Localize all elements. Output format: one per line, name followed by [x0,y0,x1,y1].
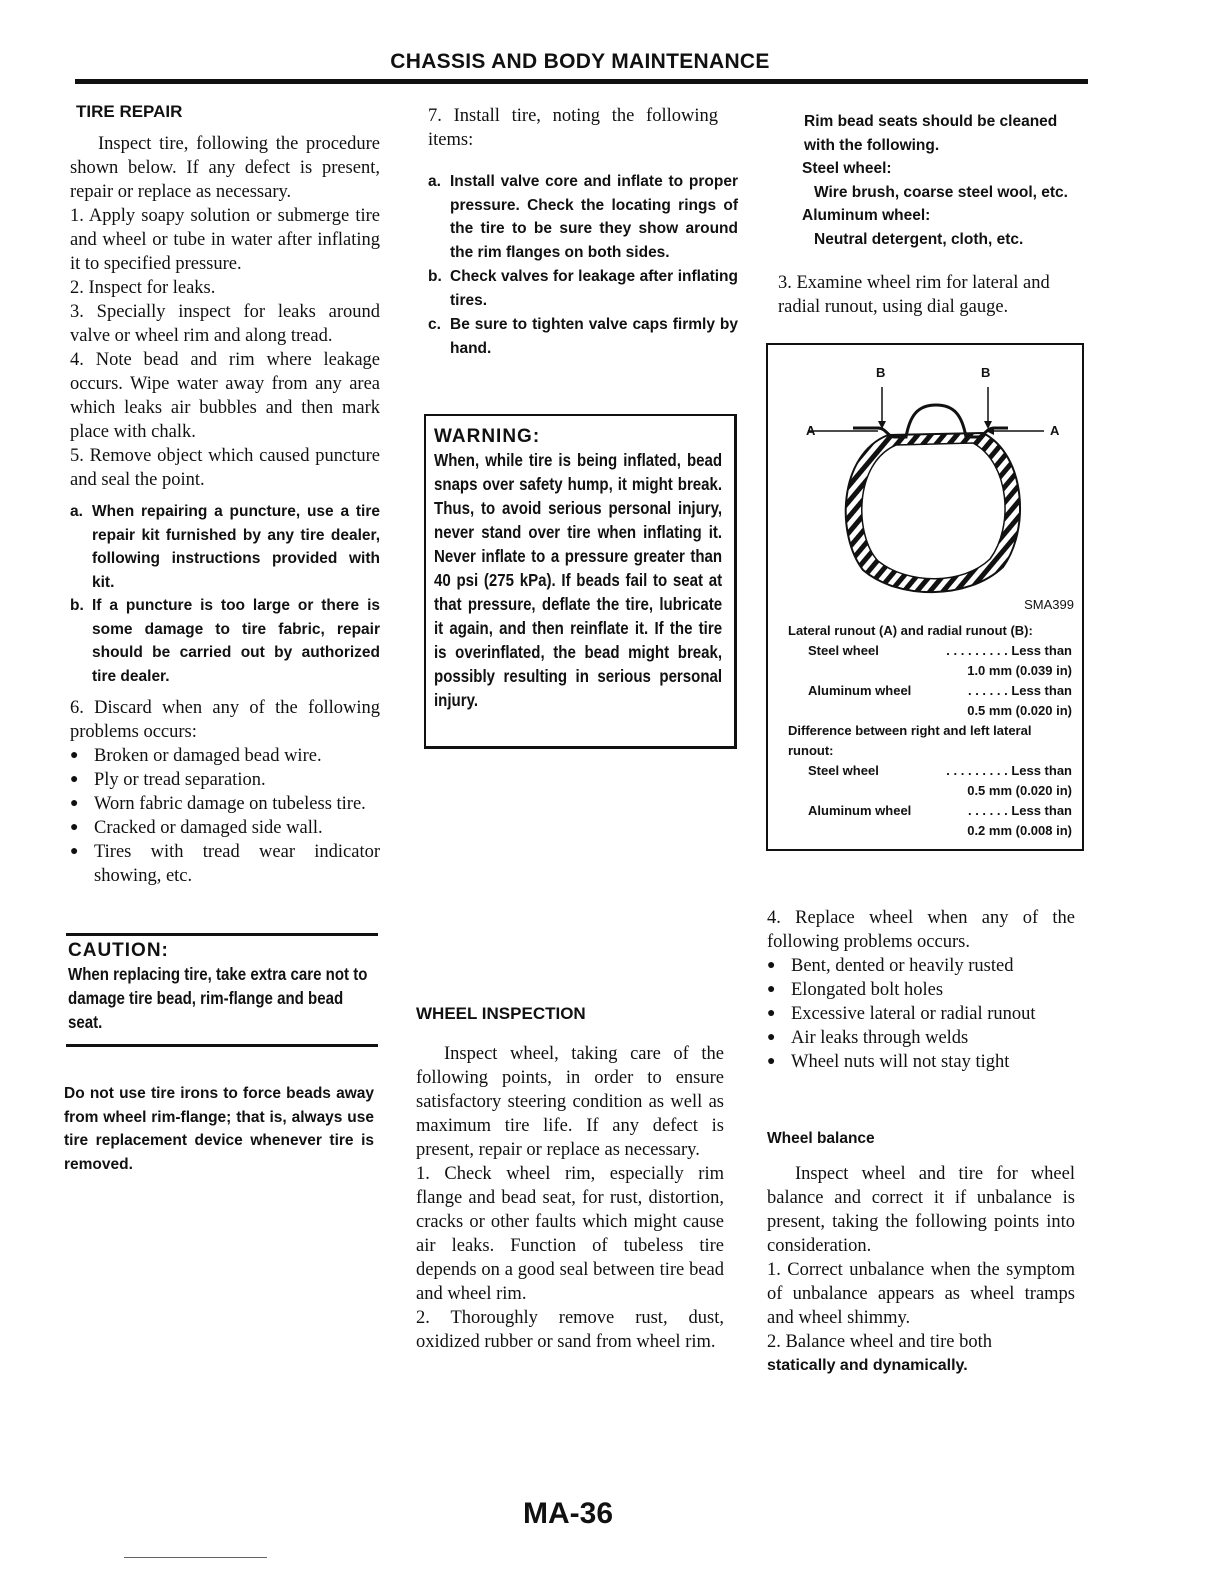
list-item: ● Wheel nuts will not stay tight [767,1052,1010,1072]
steel-wheel-label: Steel wheel: [802,160,892,177]
warning-text: When, while tire is being inflated, bead snaps over safety hump, it might break. Thus, to avoid serious personal injury, never stand over tire when inflating it. Never inflate to a pressure greater than 40 psi (275 kPa). If beads fail to seat at that pressure, deflate the tire, lubricate it again, and then reinflate it. If the tire is overinflated, the bead might break, possibly resulting in serious personal injury. [434,450,723,710]
spec-diff-steel-row: Steel wheel . . . . . . . . . Less than [808,763,1072,778]
wheel-balance-step-2: 2. Balance wheel and tire both [767,1332,992,1352]
runout-diagram [768,345,1082,605]
figure-label-a-left: A [806,423,816,438]
figure-label-a-right: A [1050,423,1060,438]
steel-wheel-value: Wire brush, coarse steel wool, etc. [814,183,1068,201]
replace-bullet-list [767,954,1075,1074]
list-item: ● Worn fabric damage on tubeless tire. [70,794,366,814]
section-heading-wheel-inspection: WHEEL INSPECTION [416,1004,586,1023]
figure-label-b-left: B [876,365,886,380]
aluminum-wheel-label: Aluminum wheel: [802,207,931,224]
tire-iron-note: Do not use tire irons to force beads away from wheel rim-flange; that is, always use tire replacement device whenever tire is removed. [64,1085,374,1173]
section-heading-tire-repair: TIRE REPAIR [76,102,183,121]
caution-block [68,940,380,1034]
spec-steel-value: 1.0 mm (0.039 in) [967,663,1072,678]
tire-repair-step-4: 4. Note bead and rim where leakage occurs. Wipe water away from any area which leaks air bubbles and then mark place with chalk. [70,350,380,442]
spec-diff-aluminum-row: Aluminum wheel . . . . . . Less than [808,803,1072,818]
wheel-step-4: 4. Replace wheel when any of the following problems occurs. [767,908,1075,952]
spec-title: Lateral runout (A) and radial runout (B): [788,623,1033,638]
runout-figure-box [766,343,1084,851]
tire-inner-cavity [862,443,1005,579]
runout-spec-table [788,621,1072,841]
spec-difference-title: Difference between right and left lateral runout: [788,723,1032,758]
section-heading-wheel-balance: Wheel balance [767,1130,875,1147]
wheel-inspection-block [416,1004,724,1354]
page-number: MA-36 [522,1497,613,1530]
caution-text: When replacing tire, take extra care not to damage tire bead, rim-flange and bead seat. [68,964,368,1032]
wheel-balance-intro: Inspect wheel and tire for wheel balance and correct it if unbalance is present, taking the following points into consideration. [767,1164,1075,1256]
install-item-c: c. Be sure to tighten valve caps firmly by hand. [428,316,738,357]
caution-rule-bottom [66,1044,378,1047]
aluminum-wheel-value: Neutral detergent, cloth, etc. [814,230,1024,248]
figure-label-b-right: B [981,365,991,380]
wheel-inspection-step-2: 2. Thoroughly remove rust, dust, oxidized rubber or sand from wheel rim. [416,1308,724,1352]
spec-aluminum-row: Aluminum wheel . . . . . . Less than [808,683,1072,698]
wheel-inspection-intro: Inspect wheel, taking care of the following points, in order to ensure satisfactory steering condition as well as maximum tire life. If any defect is present, repair or replace as necessary. [416,1044,724,1160]
page-header-title: CHASSIS AND BODY MAINTENANCE [390,50,770,73]
list-item: ● Excessive lateral or radial runout [767,1004,1036,1024]
tire-repair-intro: Inspect tire, following the procedure shown below. If any defect is present, repair or replace as necessary. [70,134,380,202]
rim-cleaning-block [778,110,1090,319]
list-item: ● Ply or tread separation. [70,770,266,790]
spec-diff-aluminum-value: 0.2 mm (0.008 in) [967,823,1072,838]
footer-rule [124,1557,267,1558]
list-item: ● Broken or damaged bead wire. [70,746,322,766]
tire-repair-step-6: 6. Discard when any of the following problems occurs: [70,698,380,742]
wheel-step-3: 3. Examine wheel rim for lateral and radial runout, using dial gauge. [778,273,1050,317]
puncture-note-a: a. When repairing a puncture, use a tire repair kit furnished by any tire dealer, following instructions provided with kit. [70,503,380,591]
rim-clean-title: Rim bead seats should be cleaned with the following. [804,113,1058,154]
spec-steel-row: Steel wheel . . . . . . . . . Less than [808,643,1072,658]
figure-code: SMA399 [1024,597,1074,612]
list-item: ● Tires with tread wear indicator showing, etc. [70,842,380,886]
warning-title: WARNING: [434,426,541,447]
tire-repair-step-3: 3. Specially inspect for leaks around valve or wheel rim and along tread. [70,302,380,346]
puncture-note-b: b. If a puncture is too large or there is some damage to tire fabric, repair should be carried out by authorized tire dealer. [70,597,380,685]
discard-bullet-list [70,744,380,888]
caution-rule-top [66,933,378,936]
header-rule [75,79,1088,84]
list-item: ● Bent, dented or heavily rusted [767,956,1014,976]
list-item: ● Cracked or damaged side wall. [70,818,323,838]
wheel-inspection-step-1: 1. Check wheel rim, especially rim flange and bead seat, for rust, distortion, cracks or other faults which might cause air leaks. Function of tubeless tire depends on a good seal between tire bead and wheel rim. [416,1164,724,1304]
spec-aluminum-value: 0.5 mm (0.020 in) [967,703,1072,718]
tire-repair-step-1: 1. Apply soapy solution or submerge tire and wheel or tube in water after inflating it to specified pressure. [70,206,380,274]
tire-repair-step-5: 5. Remove object which caused puncture and seal the point. [70,446,380,490]
install-tire-step-7: 7. Install tire, noting the following items: [428,106,718,150]
warning-box [424,414,737,749]
wheel-balance-step-1: 1. Correct unbalance when the symptom of unbalance appears as wheel tramps and wheel shimmy. [767,1260,1075,1328]
install-item-b: b. Check valves for leakage after inflating tires. [428,268,738,309]
spec-diff-steel-value: 0.5 mm (0.020 in) [967,783,1072,798]
column-install-tire [428,104,738,360]
caution-title: CAUTION: [68,940,169,961]
install-item-a: a. Install valve core and inflate to proper pressure. Check the locating rings of the tire to be sure they show around the rim flanges on both sides. [428,173,738,261]
tire-repair-step-2: 2. Inspect for leaks. [70,278,216,298]
column-tire-repair [70,102,380,888]
wheel-balance-block [767,1130,1075,1378]
list-item: ● Air leaks through welds [767,1028,969,1048]
wheel-balance-step-2-cont: statically and dynamically. [767,1357,968,1374]
replace-wheel-block [767,906,1075,1074]
list-item: ● Elongated bolt holes [767,980,944,1000]
